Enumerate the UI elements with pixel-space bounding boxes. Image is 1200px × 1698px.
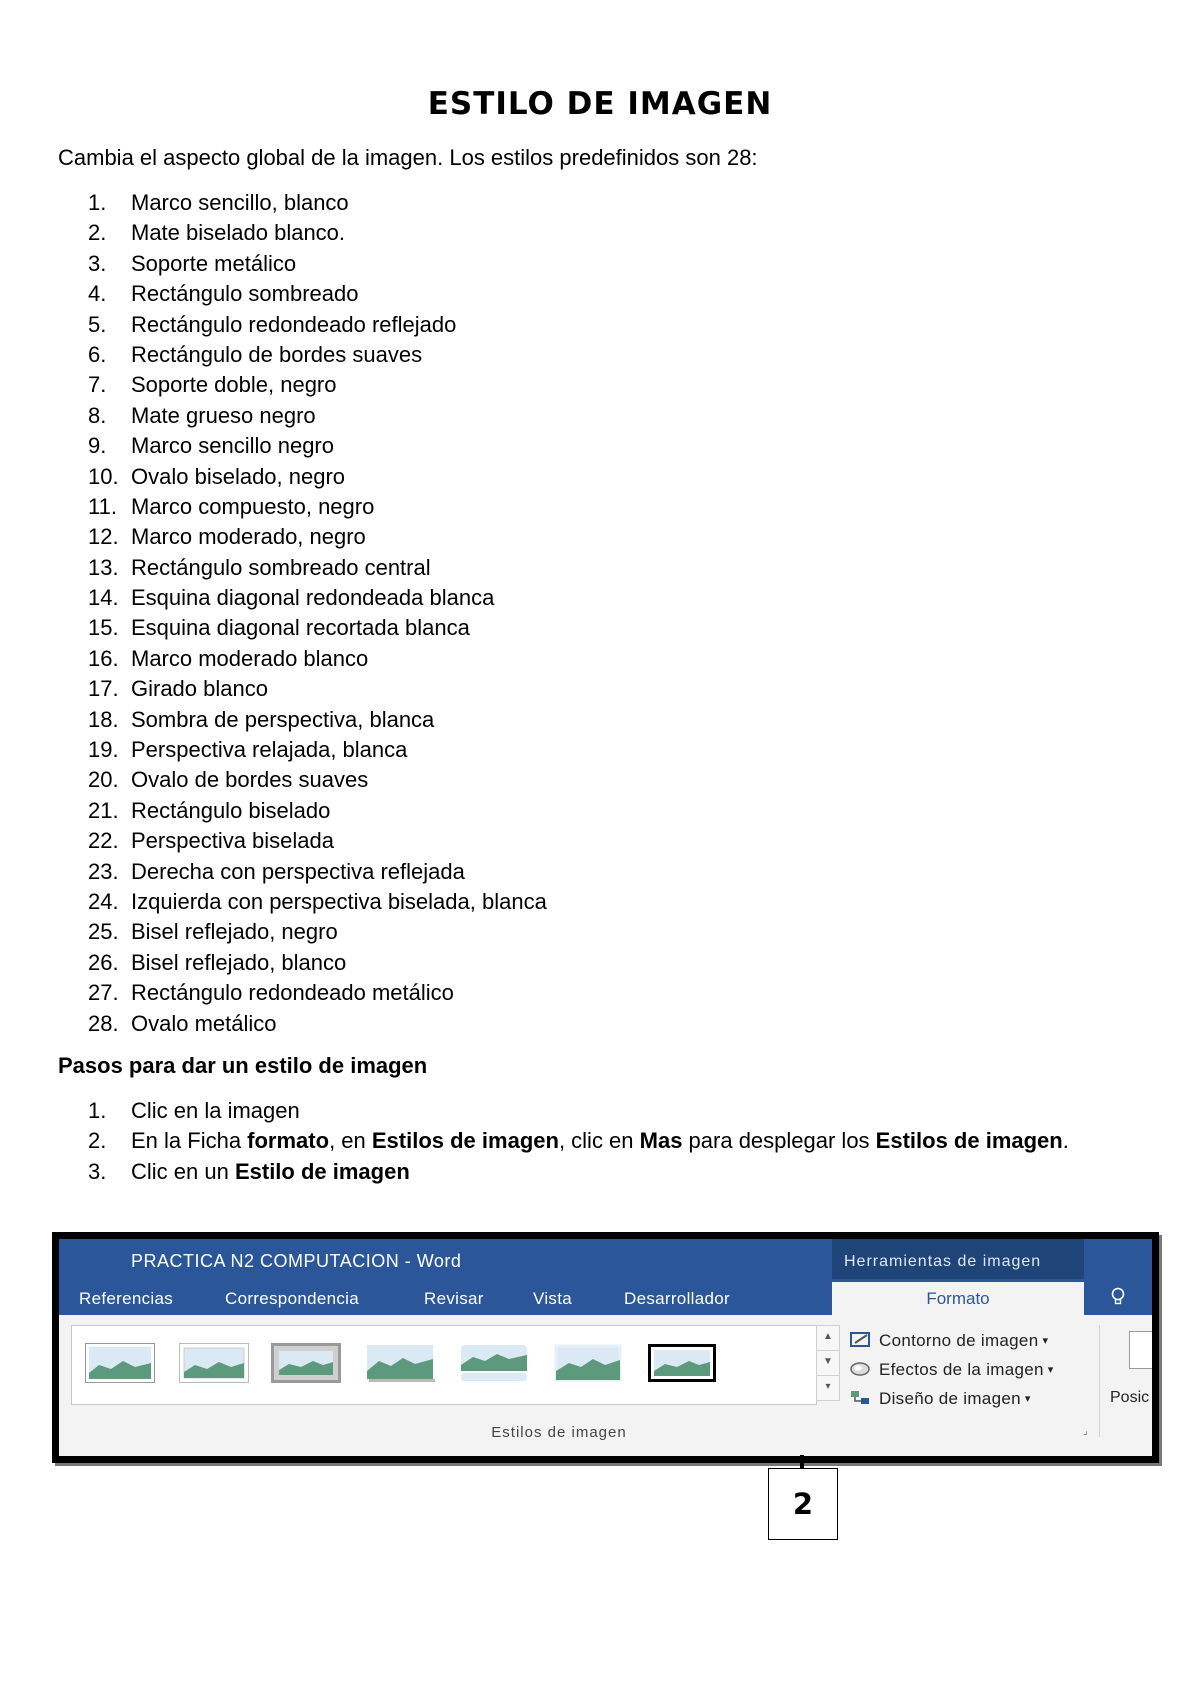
tab-desarrollador[interactable]: Desarrollador [624, 1289, 730, 1308]
picture-border-command[interactable]: Contorno de imagen ▾ [849, 1331, 1048, 1351]
list-item: 16. Marco moderado blanco [88, 645, 369, 671]
gallery-more-icon[interactable]: ▾ [816, 1375, 840, 1401]
list-item: 17. Girado blanco [88, 676, 268, 702]
styles-list [88, 188, 547, 1039]
group-label: Estilos de imagen [491, 1424, 627, 1441]
intro-paragraph: Cambia el aspecto global de la imagen. Los estilos predefinidos son 28: [58, 145, 758, 170]
list-item: 23. Derecha con perspectiva reflejada [88, 858, 465, 884]
list-item: 2. Mate biselado blanco. [88, 220, 346, 246]
picture-effects-icon [849, 1360, 873, 1378]
tab-vista[interactable]: Vista [533, 1289, 572, 1308]
context-group-label: Herramientas de imagen [844, 1253, 1042, 1270]
list-item: 27. Rectángulo redondeado metálico [88, 980, 454, 1006]
picture-border-icon [849, 1331, 873, 1349]
style-thumbnail[interactable] [271, 1343, 341, 1383]
list-item: 22. Perspectiva biselada [88, 828, 335, 854]
list-item: 10. Ovalo biselado, negro [88, 463, 346, 489]
list-item: 8. Mate grueso negro [88, 402, 316, 428]
list-item: 13. Rectángulo sombreado central [88, 554, 431, 580]
callout-number: 2 [768, 1468, 838, 1540]
list-item: 14. Esquina diagonal redondeada blanca [88, 585, 495, 611]
gallery-scroll-down-icon[interactable]: ▼ [816, 1350, 840, 1376]
style-thumbnail[interactable] [85, 1343, 155, 1383]
picture-layout-icon [849, 1389, 873, 1407]
tab-referencias[interactable]: Referencias [79, 1289, 174, 1308]
list-item: 1. Marco sencillo, blanco [88, 190, 349, 215]
tab-correspondencia[interactable]: Correspondencia [225, 1289, 359, 1308]
list-item: 12. Marco moderado, negro [88, 524, 366, 550]
picture-effects-command[interactable]: Efectos de la imagen ▾ [849, 1360, 1054, 1380]
list-item: 3. Soporte metálico [88, 250, 297, 276]
position-button[interactable]: Posic [1110, 1389, 1150, 1406]
list-item: 18. Sombra de perspectiva, blanca [88, 706, 435, 732]
list-item: 4. Rectángulo sombreado [88, 281, 359, 307]
list-item: 5. Rectángulo redondeado reflejado [88, 311, 457, 337]
ribbon-screenshot [52, 1232, 1159, 1463]
page-title: ESTILO DE IMAGEN [427, 86, 773, 122]
window-title: PRACTICA N2 COMPUTACION - Word [131, 1251, 462, 1271]
group-divider [1099, 1325, 1100, 1437]
list-item: 11. Marco compuesto, negro [88, 493, 375, 519]
dialog-launcher-icon[interactable]: ⌟ [1083, 1426, 1088, 1437]
step-item: 1. Clic en la imagen [88, 1098, 300, 1123]
picture-layout-command[interactable]: Diseño de imagen ▾ [849, 1389, 1031, 1409]
list-item: 9. Marco sencillo negro [88, 433, 334, 459]
list-item: 7. Soporte doble, negro [88, 372, 337, 398]
style-thumbnail-selected[interactable] [647, 1343, 717, 1383]
list-item: 24. Izquierda con perspectiva biselada, blanca [88, 888, 547, 914]
list-item: 28. Ovalo metálico [88, 1010, 277, 1036]
style-thumbnail[interactable] [179, 1343, 249, 1383]
step-item: 3. Clic en un Estilo de imagen [88, 1158, 410, 1184]
list-item: 15. Esquina diagonal recortada blanca [88, 615, 470, 641]
step-item: 2. En la Ficha formato, en Estilos de imagen, clic en Mas para desplegar los Estilos de imagen. [88, 1128, 1069, 1154]
position-icon[interactable] [1129, 1331, 1159, 1369]
style-thumbnail[interactable] [365, 1343, 435, 1383]
list-item: 21. Rectángulo biselado [88, 797, 331, 823]
list-item: 26. Bisel reflejado, blanco [88, 949, 347, 975]
style-thumbnail[interactable] [459, 1343, 529, 1383]
style-thumbnail[interactable] [553, 1343, 623, 1383]
steps-list [88, 1096, 1148, 1187]
list-item: 25. Bisel reflejado, negro [88, 919, 338, 945]
list-item: 20. Ovalo de bordes suaves [88, 767, 369, 793]
help-lightbulb-icon[interactable] [1109, 1287, 1127, 1307]
list-item: 19. Perspectiva relajada, blanca [88, 737, 408, 763]
steps-heading: Pasos para dar un estilo de imagen [58, 1053, 428, 1078]
tab-formato-label: Formato [926, 1289, 990, 1308]
gallery-scroll-up-icon[interactable]: ▲ [816, 1325, 840, 1351]
list-item: 6. Rectángulo de bordes suaves [88, 341, 423, 367]
tab-revisar[interactable]: Revisar [424, 1289, 484, 1308]
